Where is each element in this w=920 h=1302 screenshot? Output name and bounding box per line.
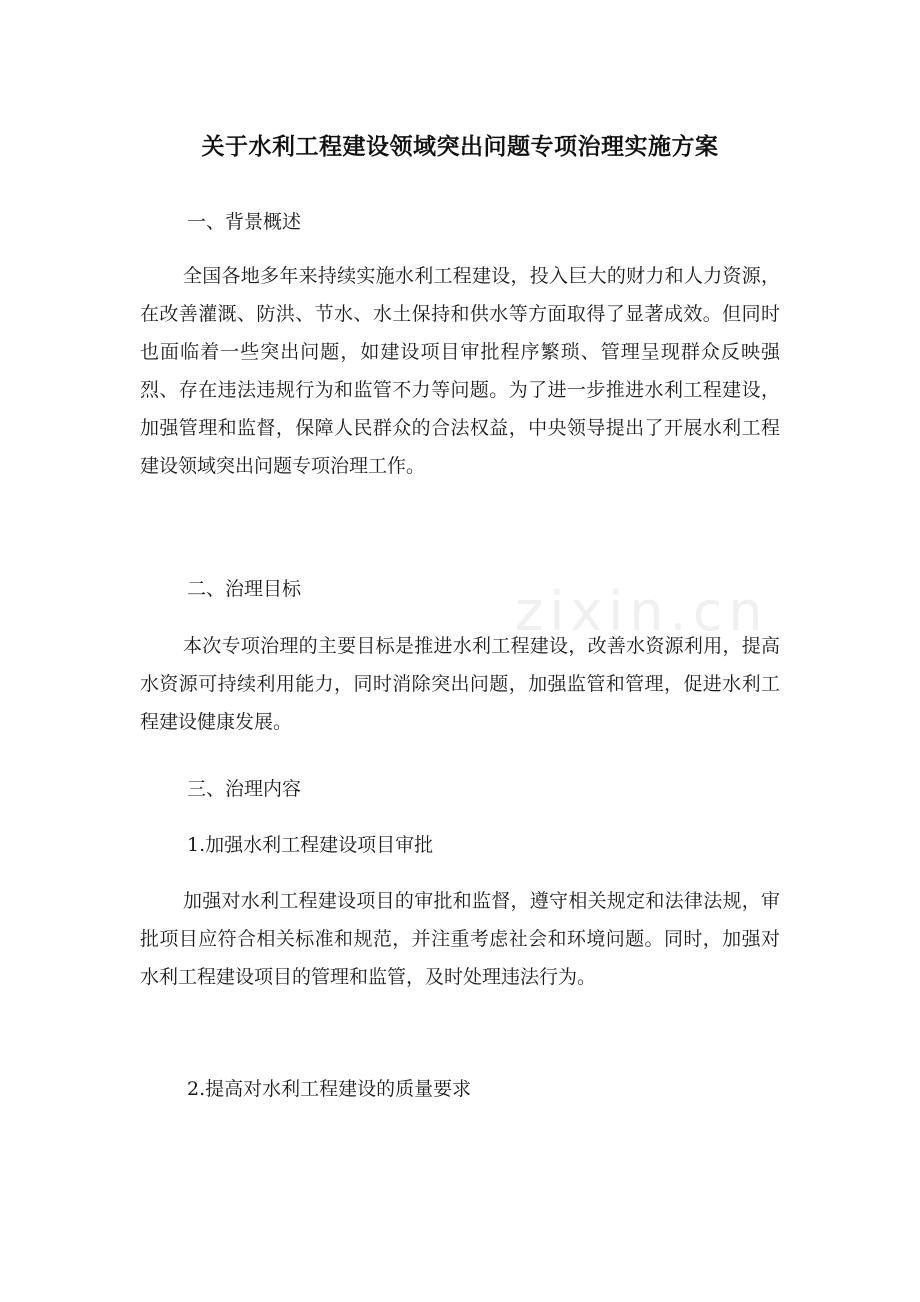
subheading-approval (140, 826, 780, 864)
section-heading: 一、背景概述 (187, 211, 302, 233)
section-heading-goals (140, 570, 780, 608)
paragraph: 加强对水利工程建设项目的审批和监督，遵守相关规定和法律法规，审批项目应符合相关标准和规范，并注重考虑社会和环境问题。同时，加强对水利工程建设项目的管理和监管，及时处理违法行为。 (140, 890, 780, 988)
subsection-heading: 1.加强水利工程建设项目审批 (187, 834, 434, 856)
subheading-quality (140, 1070, 780, 1108)
section-heading: 二、治理目标 (187, 578, 302, 600)
paragraph-goals (140, 627, 780, 741)
paragraph-approval (140, 882, 780, 996)
section-heading: 三、治理内容 (187, 778, 302, 800)
paragraph-background (140, 257, 780, 485)
watermark: zixin.cn (515, 580, 769, 643)
document-title: 关于水利工程建设领域突出问题专项治理实施方案 (201, 134, 719, 160)
paragraph: 全国各地多年来持续实施水利工程建设，投入巨大的财力和人力资源，在改善灌溉、防洪、节水、水土保持和供水等方面取得了显著成效。但同时也面临着一些突出问题，如建设项目审批程序繁琐、管理呈现群众反映强烈、存在违法违规行为和监管不力等问题。为了进一步推进水利工程建设，加强管理和监督，保障人民群众的合法权益，中央领导提出了开展水利工程建设领域突出问题专项治理工作。 (140, 265, 780, 477)
subsection-heading: 2.提高对水利工程建设的质量要求 (187, 1078, 472, 1100)
paragraph: 本次专项治理的主要目标是推进水利工程建设，改善水资源利用，提高水资源可持续利用能力，同时消除突出问题，加强监管和管理，促进水利工程建设健康发展。 (140, 635, 780, 733)
section-heading-background (140, 203, 780, 241)
section-heading-content (140, 770, 780, 808)
